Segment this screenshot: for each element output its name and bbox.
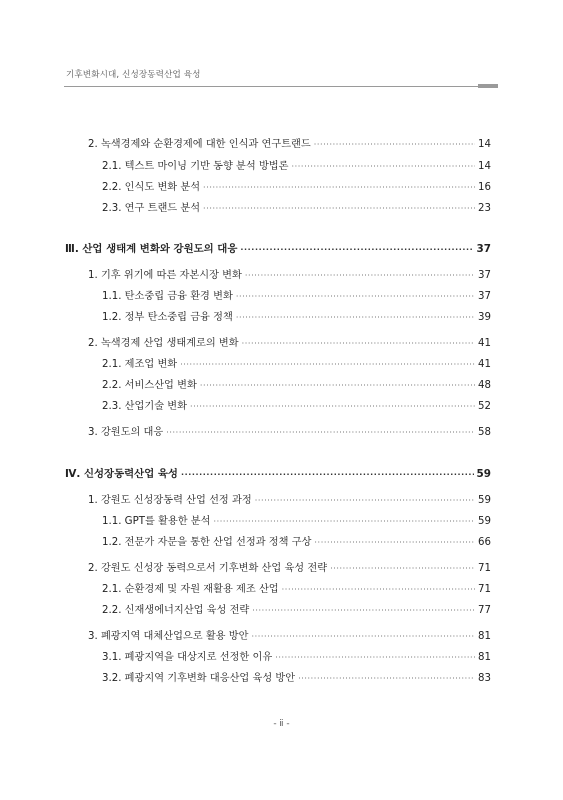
toc-entry-page: 59 bbox=[478, 516, 491, 527]
toc-leader bbox=[236, 292, 475, 301]
toc-leader bbox=[200, 381, 475, 390]
toc-entry-page: 66 bbox=[478, 537, 491, 548]
toc-entry-label: 2.1. 순환경제 및 자원 재활용 제조 산업 bbox=[102, 584, 279, 595]
toc-entry-page: 58 bbox=[478, 427, 491, 438]
toc-entry-section[interactable] bbox=[88, 559, 491, 574]
toc-leader bbox=[314, 538, 475, 547]
toc-entry-subsection[interactable] bbox=[102, 397, 491, 412]
toc-leader bbox=[251, 632, 475, 641]
toc-entry-section[interactable] bbox=[88, 135, 491, 150]
toc-leader bbox=[181, 470, 474, 479]
toc-entry-label: 1.2. 전문가 자문을 통한 산업 선정과 정책 구상 bbox=[102, 537, 312, 548]
page-number: - ⅱ - bbox=[273, 719, 290, 729]
toc-entry-subsection[interactable] bbox=[102, 178, 491, 193]
toc-entry-chapter[interactable] bbox=[65, 465, 491, 480]
toc-entry-page: 81 bbox=[478, 652, 491, 663]
toc-entry-page: 14 bbox=[478, 161, 491, 172]
toc-entry-page: 39 bbox=[478, 312, 491, 323]
toc-entry-label: 1.2. 정부 탄소중립 금융 정책 bbox=[102, 312, 233, 323]
toc-entry-subsection[interactable] bbox=[102, 601, 491, 616]
toc-entry-page: 37 bbox=[476, 243, 491, 255]
toc-entry-page: 41 bbox=[478, 338, 491, 349]
toc-entry-page: 52 bbox=[478, 401, 491, 412]
toc-entry-section[interactable] bbox=[88, 627, 491, 642]
toc-entry-label: 2.3. 산업기술 변화 bbox=[102, 401, 187, 412]
toc-entry-label: 1. 강원도 신성장동력 산업 선정 과정 bbox=[88, 495, 252, 506]
toc-entry-page: 37 bbox=[478, 270, 491, 281]
toc-entry-page: 14 bbox=[478, 139, 491, 150]
toc-entry-page: 59 bbox=[476, 468, 491, 480]
running-header: 기후변화시대, 신성장동력산업 육성 bbox=[66, 70, 201, 80]
toc-entry-subsection[interactable] bbox=[102, 376, 491, 391]
toc-entry-page: 81 bbox=[478, 631, 491, 642]
toc-entry-label: 2.1. 제조업 변화 bbox=[102, 359, 178, 370]
toc-entry-label: 2.2. 인식도 변화 분석 bbox=[102, 182, 201, 193]
toc-leader bbox=[242, 339, 475, 348]
toc-leader bbox=[213, 517, 475, 526]
toc-entry-page: 71 bbox=[478, 584, 491, 595]
toc-entry-section[interactable] bbox=[88, 334, 491, 349]
toc-entry-subsection[interactable] bbox=[102, 308, 491, 323]
toc-leader bbox=[292, 162, 476, 171]
toc-entry-label: 2.1. 텍스트 마이닝 기반 동향 분석 방법론 bbox=[102, 161, 289, 172]
toc-entry-label: 1. 기후 위기에 따른 자본시장 변화 bbox=[88, 270, 242, 281]
toc-leader bbox=[282, 585, 475, 594]
toc-entry-section[interactable] bbox=[88, 491, 491, 506]
toc-entry-label: 1.1. GPT를 활용한 분석 bbox=[102, 516, 211, 527]
toc-entry-page: 48 bbox=[478, 380, 491, 391]
toc-entry-subsection[interactable] bbox=[102, 580, 491, 595]
toc-entry-subsection[interactable] bbox=[102, 669, 491, 684]
toc-entry-section[interactable] bbox=[88, 423, 491, 438]
toc-leader bbox=[252, 606, 475, 615]
toc-entry-page: 23 bbox=[478, 203, 491, 214]
toc-entry-page: 16 bbox=[478, 182, 491, 193]
toc-leader bbox=[180, 360, 475, 369]
toc-entry-subsection[interactable] bbox=[102, 199, 491, 214]
toc-entry-label: 2.2. 신재생에너지산업 육성 전략 bbox=[102, 605, 250, 616]
toc-entry-label: Ⅲ. 산업 생태계 변화와 강원도의 대응 bbox=[65, 243, 238, 255]
toc-entry-section[interactable] bbox=[88, 266, 491, 281]
toc-entry-subsection[interactable] bbox=[102, 355, 491, 370]
toc-entry-page: 41 bbox=[478, 359, 491, 370]
toc-entry-label: 3. 폐광지역 대체산업으로 활용 방안 bbox=[88, 631, 249, 642]
toc-entry-subsection[interactable] bbox=[102, 648, 491, 663]
toc-entry-label: 3.1. 폐광지역을 대상지로 선정한 이유 bbox=[102, 652, 273, 663]
toc-leader bbox=[275, 653, 475, 662]
toc-leader bbox=[255, 496, 475, 505]
toc-leader bbox=[203, 183, 475, 192]
toc-entry-label: 2. 녹색경제와 순환경제에 대한 인식과 연구트랜드 bbox=[88, 139, 311, 150]
toc-entry-label: 2. 강원도 신성장 동력으로서 기후변화 산업 육성 전략 bbox=[88, 563, 328, 574]
toc-entry-page: 71 bbox=[478, 563, 491, 574]
toc-leader bbox=[314, 140, 475, 149]
toc-leader bbox=[190, 402, 475, 411]
toc-entry-page: 37 bbox=[478, 291, 491, 302]
toc-leader bbox=[236, 313, 475, 322]
toc-entry-label: 3.2. 폐광지역 기후변화 대응산업 육성 방안 bbox=[102, 673, 296, 684]
toc-entry-page: 83 bbox=[478, 673, 491, 684]
toc-leader bbox=[240, 245, 473, 254]
toc-entry-subsection[interactable] bbox=[102, 512, 491, 527]
toc-leader bbox=[245, 271, 475, 280]
toc-entry-page: 77 bbox=[478, 605, 491, 616]
toc-entry-subsection[interactable] bbox=[102, 287, 491, 302]
toc-entry-label: Ⅳ. 신성장동력산업 육성 bbox=[65, 468, 178, 480]
toc-entry-page: 59 bbox=[478, 495, 491, 506]
toc-leader bbox=[298, 674, 475, 683]
toc-leader bbox=[166, 428, 475, 437]
toc-entry-label: 1.1. 탄소중립 금융 환경 변화 bbox=[102, 291, 233, 302]
toc-entry-label: 2.3. 연구 트랜드 분석 bbox=[102, 203, 201, 214]
toc-entry-subsection[interactable] bbox=[102, 533, 491, 548]
toc-entry-subsection[interactable] bbox=[102, 157, 491, 172]
toc-leader bbox=[330, 564, 475, 573]
toc-entry-label: 2. 녹색경제 산업 생태계로의 변화 bbox=[88, 338, 239, 349]
toc-entry-label: 2.2. 서비스산업 변화 bbox=[102, 380, 197, 391]
toc-leader bbox=[203, 204, 475, 213]
toc-entry-chapter[interactable] bbox=[65, 240, 491, 255]
toc-entry-label: 3. 강원도의 대응 bbox=[88, 427, 164, 438]
